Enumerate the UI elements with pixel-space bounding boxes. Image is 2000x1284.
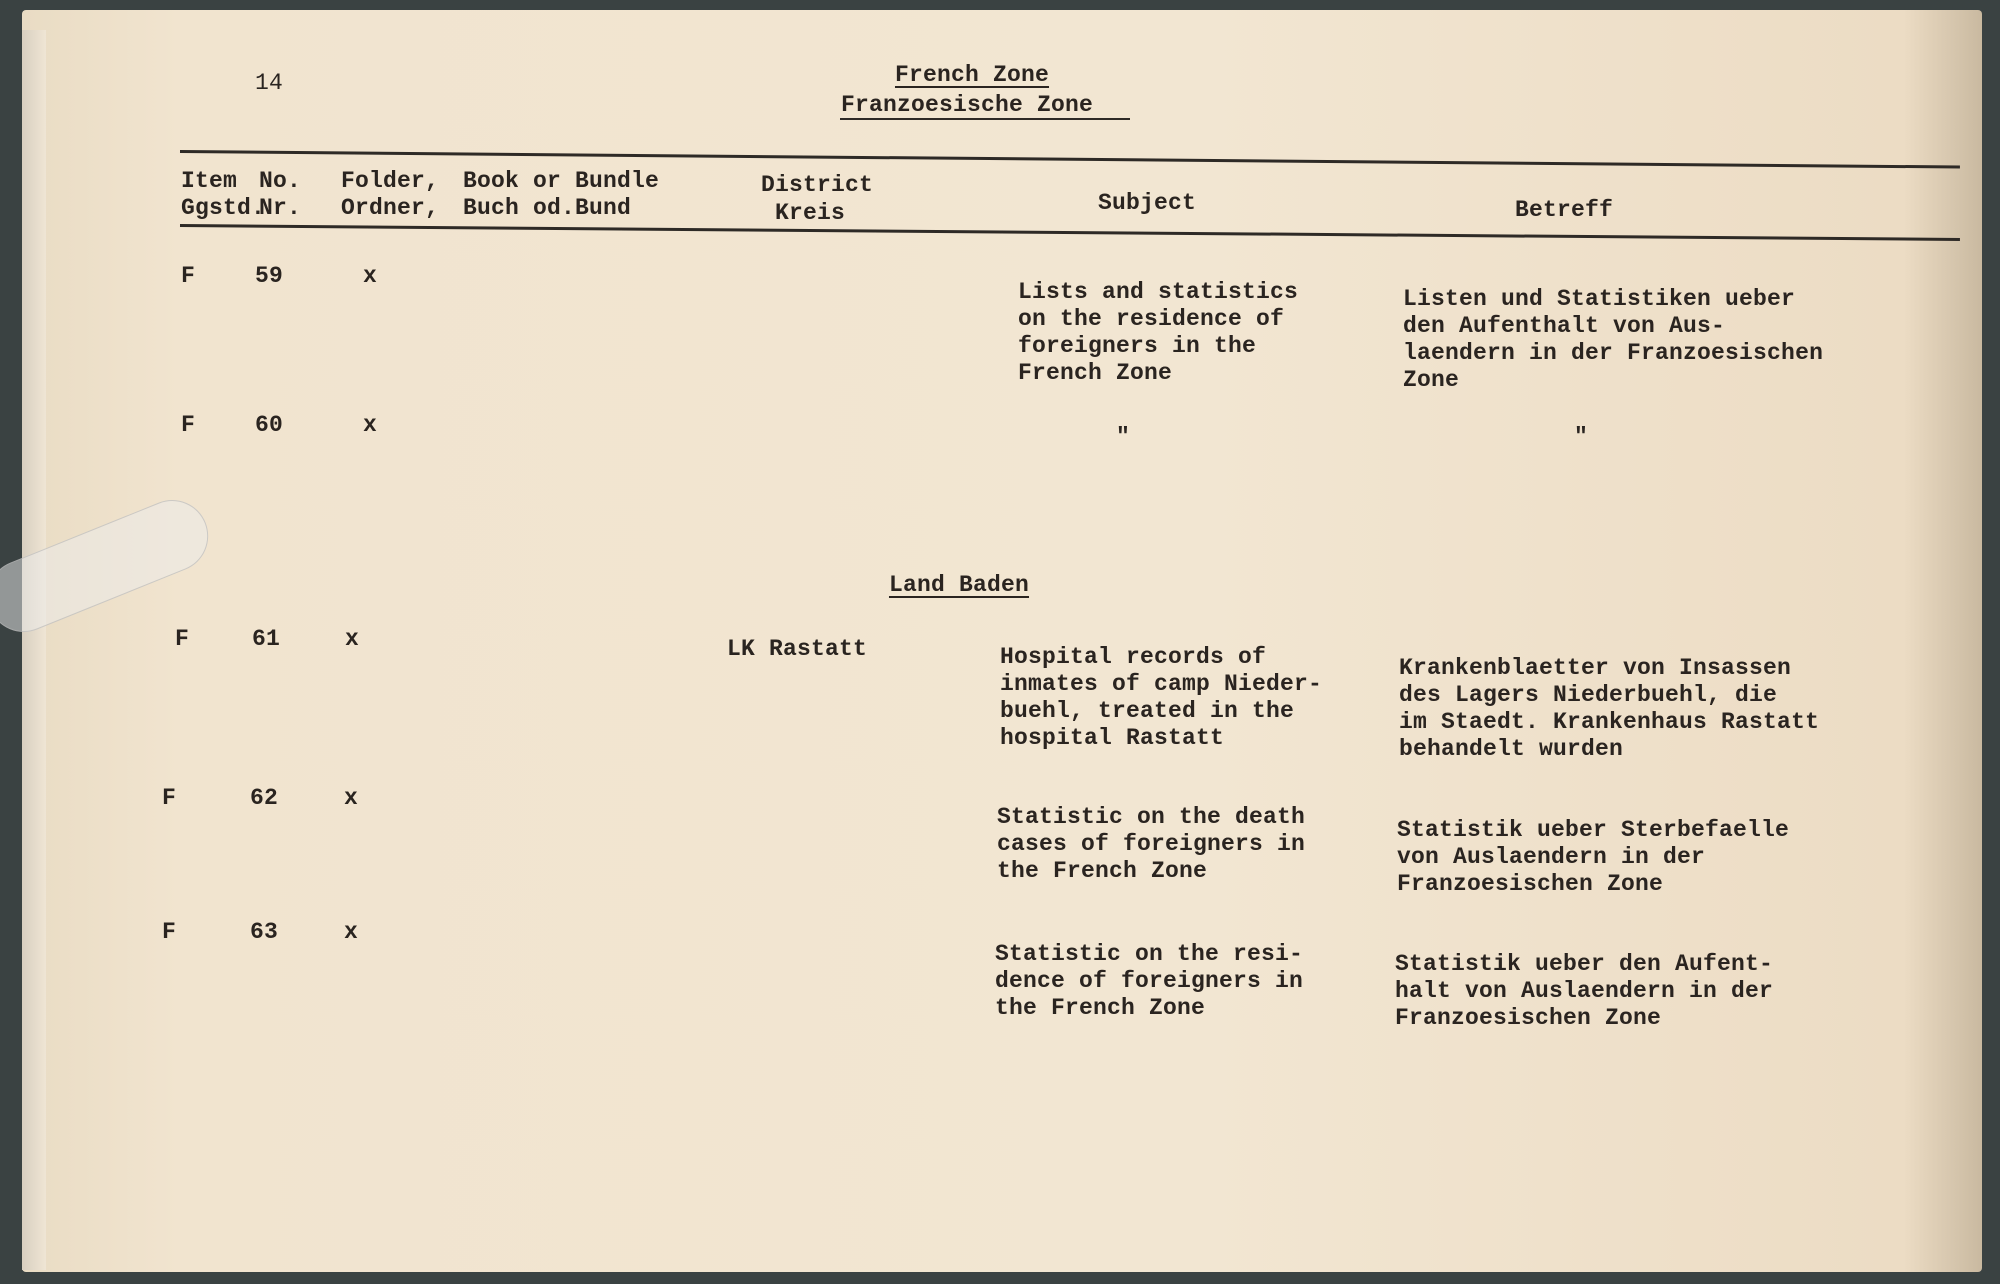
col-book-en: Book or Bundle (463, 168, 660, 194)
col-folder-de: Ordner, (341, 195, 440, 221)
row-betreff: Listen und Statistiken ueber den Aufenthalt von Aus- laendern in der Franzoesischen Zone (1403, 286, 1824, 393)
col-no-de: Nr. (259, 195, 302, 221)
row-betreff: " (1574, 424, 1589, 450)
col-folder-en: Folder, (341, 168, 440, 194)
row-item: F (181, 263, 196, 289)
row-subject: Statistic on the death cases of foreigners in the French Zone (997, 804, 1306, 884)
row-item: F (162, 785, 177, 811)
row-betreff: Krankenblaetter von Insassen des Lagers Niederbuehl, die im Staedt. Krankenhaus Rastatt behandelt wurden (1399, 655, 1820, 762)
document-page (22, 10, 1982, 1272)
row-betreff: Statistik ueber den Aufent- halt von Auslaendern in der Franzoesischen Zone (1395, 951, 1774, 1031)
row-subject: Hospital records of inmates of camp Nieder- buehl, treated in the hospital Rastatt (1000, 644, 1323, 751)
row-folder: x (344, 785, 359, 811)
row-folder: x (363, 263, 378, 289)
row-subject: " (1116, 424, 1131, 450)
title-divider (840, 118, 1130, 120)
col-subject: Subject (1097, 190, 1197, 216)
header-bottom-rule (180, 224, 1960, 241)
row-no: 60 (255, 412, 284, 438)
row-item: F (181, 412, 196, 438)
page-number: 14 (255, 70, 284, 96)
title-en: French Zone (894, 62, 1050, 88)
col-item-en: Item (181, 168, 238, 194)
row-item: F (162, 919, 177, 945)
row-no: 59 (255, 263, 284, 289)
page-stack-edge (22, 30, 46, 1270)
col-no-en: No. (259, 168, 302, 194)
row-subject: Lists and statistics on the residence of foreigners in the French Zone (1018, 279, 1299, 386)
col-district-en: District (760, 172, 874, 198)
row-no: 63 (250, 919, 279, 945)
col-district-de: Kreis (774, 200, 846, 226)
col-book-de: Buch od.Bund (463, 195, 632, 221)
row-no: 62 (250, 785, 279, 811)
row-folder: x (363, 412, 378, 438)
row-folder: x (344, 919, 359, 945)
row-no: 61 (252, 626, 281, 652)
col-betreff: Betreff (1514, 197, 1614, 223)
header-top-rule (180, 150, 1960, 169)
row-district: LK Rastatt (727, 636, 868, 662)
col-item-de: Ggstd. (181, 195, 266, 221)
row-item: F (175, 626, 190, 652)
row-folder: x (345, 626, 360, 652)
row-subject: Statistic on the resi- dence of foreigners in the French Zone (995, 941, 1304, 1021)
title-de: Franzoesische Zone (840, 92, 1094, 118)
section-heading: Land Baden (888, 572, 1030, 598)
row-betreff: Statistik ueber Sterbefaelle von Auslaendern in der Franzoesischen Zone (1397, 817, 1790, 897)
